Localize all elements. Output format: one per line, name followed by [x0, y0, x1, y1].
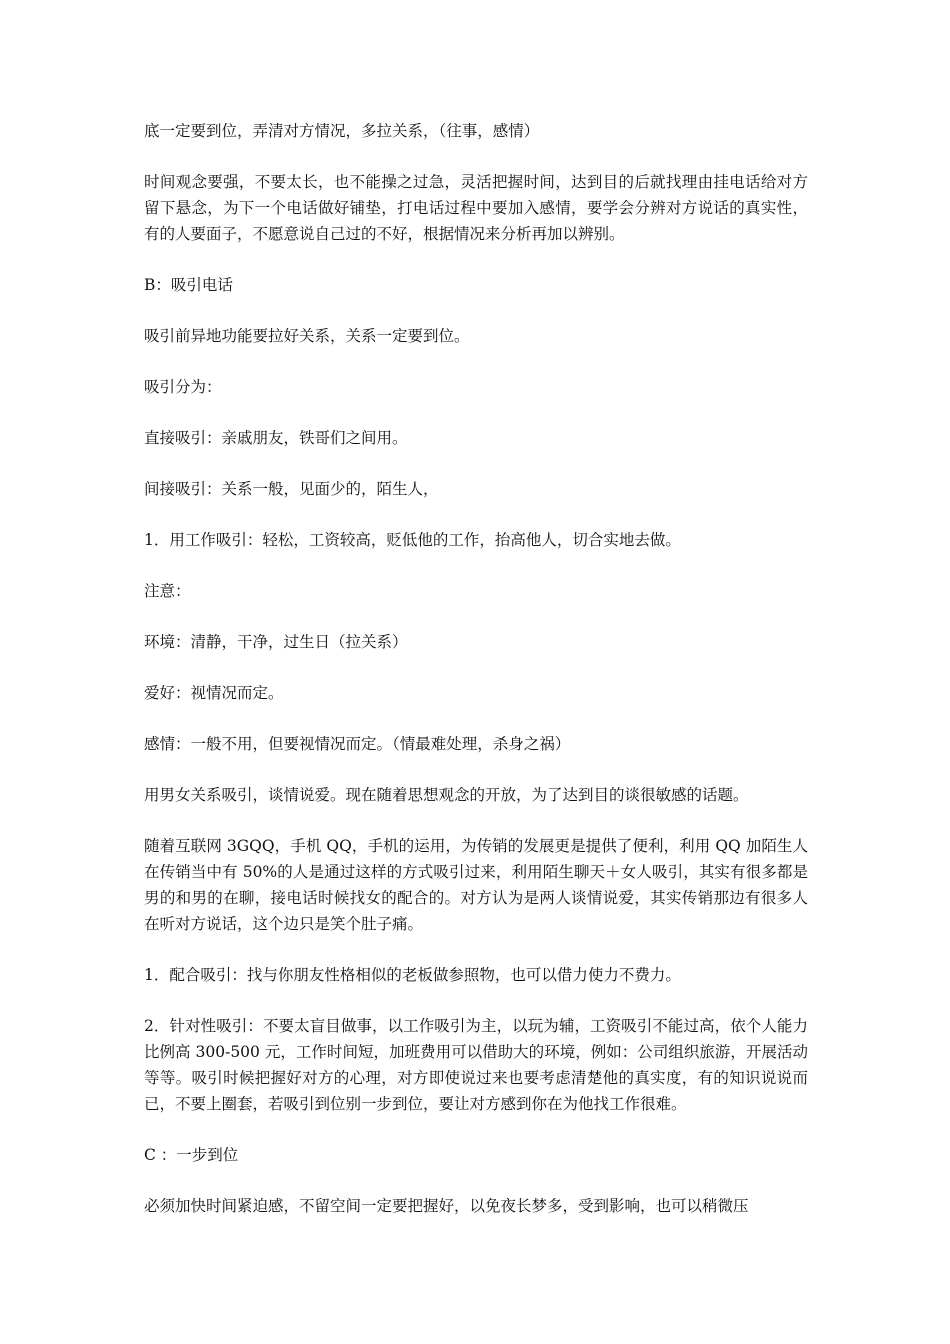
paragraph-2: 时间观念要强，不要太长，也不能操之过急，灵活把握时间，达到目的后就找理由挂电话给对方留下悬念，为下一个电话做好铺垫，打电话过程中要加入感情，要学会分辨对方说话的真实性，有的人要面子，不愿意说自己过的不好，根据情况来分析再加以辨别。 [144, 173, 808, 243]
paragraph-12: 感情：一般不用，但要视情况而定。（情最难处理，杀身之祸） [144, 735, 571, 753]
section-heading-c: C ：一步到位 [144, 1146, 239, 1164]
paragraph-1: 底一定要到位，弄清对方情况，多拉关系，（往事，感情） [144, 122, 540, 140]
section-heading-b: B：吸引电话 [144, 276, 233, 294]
paragraph-18: 必须加快时间紧迫感，不留空间一定要把握好，以免夜长梦多，受到影响，也可以稍微压 [144, 1197, 749, 1215]
paragraph-8: 1．用工作吸引：轻松，工资较高，贬低他的工作，抬高他人，切合实地去做。 [144, 531, 681, 549]
paragraph-15: 1．配合吸引：找与你朋友性格相似的老板做参照物，也可以借力使力不费力。 [144, 966, 681, 984]
paragraph-6: 直接吸引：亲戚朋友，铁哥们之间用。 [144, 429, 408, 447]
paragraph-4: 吸引前异地功能要拉好关系，关系一定要到位。 [144, 327, 470, 345]
paragraph-9: 注意： [144, 582, 191, 600]
paragraph-16: 2．针对性吸引：不要太盲目做事，以工作吸引为主，以玩为辅，工资吸引不能过高，依个人能力比例高 300-500 元，工作时间短，加班费用可以借助大的环境，例如：公司组织旅游，开展活动等等。吸引时候把握好对方的心理，对方即使说过来也要考虑清楚他的真实度，有的知识说说而已，不要上圈套，若吸引到位别一步到位，要让对方感到你在为他找工作很难。 [144, 1017, 808, 1113]
paragraph-13: 用男女关系吸引，谈情说爱。现在随着思想观念的开放，为了达到目的谈很敏感的话题。 [144, 786, 749, 804]
document-body [144, 118, 808, 1244]
paragraph-11: 爱好：视情况而定。 [144, 684, 284, 702]
paragraph-5: 吸引分为： [144, 378, 222, 396]
paragraph-10: 环境：清静，干净，过生日（拉关系） [144, 633, 408, 651]
paragraph-14: 随着互联网 3GQQ，手机 QQ，手机的运用，为传销的发展更是提供了便利，利用 QQ 加陌生人在传销当中有 50%的人是通过这样的方式吸引过来，利用陌生聊天＋女人吸引，其实有很多都是男的和男的在聊，接电话时候找女的配合的。对方认为是两人谈情说爱，其实传销那边有很多人在听对方说话，这个边只是笑个肚子痛。 [144, 837, 808, 933]
paragraph-7: 间接吸引：关系一般，见面少的，陌生人， [144, 480, 439, 498]
